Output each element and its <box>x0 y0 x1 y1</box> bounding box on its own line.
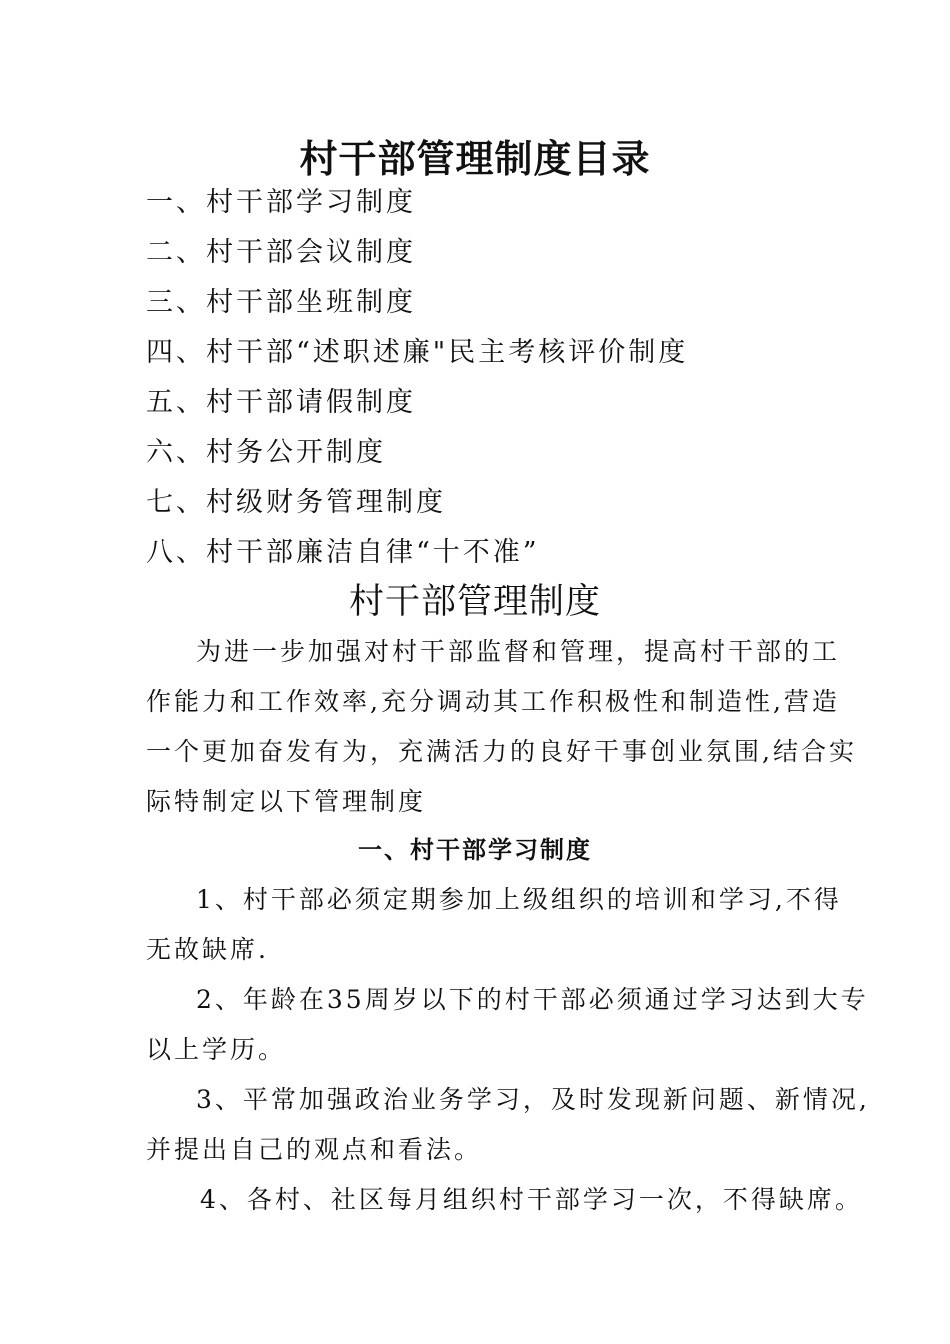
intro-paragraph-line: 作能力和工作效率,充分调动其工作积极性和制造性,营造 <box>146 687 840 716</box>
toc-item: 七、村级财务管理制度 <box>146 487 446 518</box>
intro-paragraph-line: 际特制定以下管理制度 <box>146 787 427 816</box>
toc-item: 八、村干部廉洁自律“十不准” <box>146 537 540 568</box>
rule-line: 并提出自己的观点和看法。 <box>146 1135 483 1164</box>
rule-line: 4、各村、社区每月组织村干部学习一次，不得缺席。 <box>200 1185 863 1214</box>
toc-item: 二、村干部会议制度 <box>146 237 416 268</box>
intro-paragraph-line: 为进一步加强对村干部监督和管理，提高村干部的工 <box>196 637 841 666</box>
rule-line: 无故缺席. <box>146 935 269 964</box>
rule-line: 以上学历。 <box>146 1035 287 1064</box>
toc-item: 一、村干部学习制度 <box>146 187 416 218</box>
document-title: 村干部管理制度目录 <box>299 137 651 181</box>
rule-line: 1、村干部必须定期参加上级组织的培训和学习,不得 <box>196 885 842 914</box>
intro-paragraph-line: 一个更加奋发有为，充满活力的良好干事创业氛围,结合实 <box>146 737 857 766</box>
toc-item: 三、村干部坐班制度 <box>146 287 416 318</box>
rule-line: 3、平常加强政治业务学习，及时发现新问题、新情况, <box>196 1085 870 1114</box>
toc-item: 四、村干部“述职述廉"民主考核评价制度 <box>146 337 689 368</box>
toc-item: 六、村务公开制度 <box>146 437 386 468</box>
rule-line: 2、年龄在35周岁以下的村干部必须通过学习达到大专 <box>196 985 869 1014</box>
section-title: 村干部管理制度 <box>348 582 601 622</box>
toc-item: 五、村干部请假制度 <box>146 387 416 418</box>
section-heading: 一、村干部学习制度 <box>358 836 592 864</box>
